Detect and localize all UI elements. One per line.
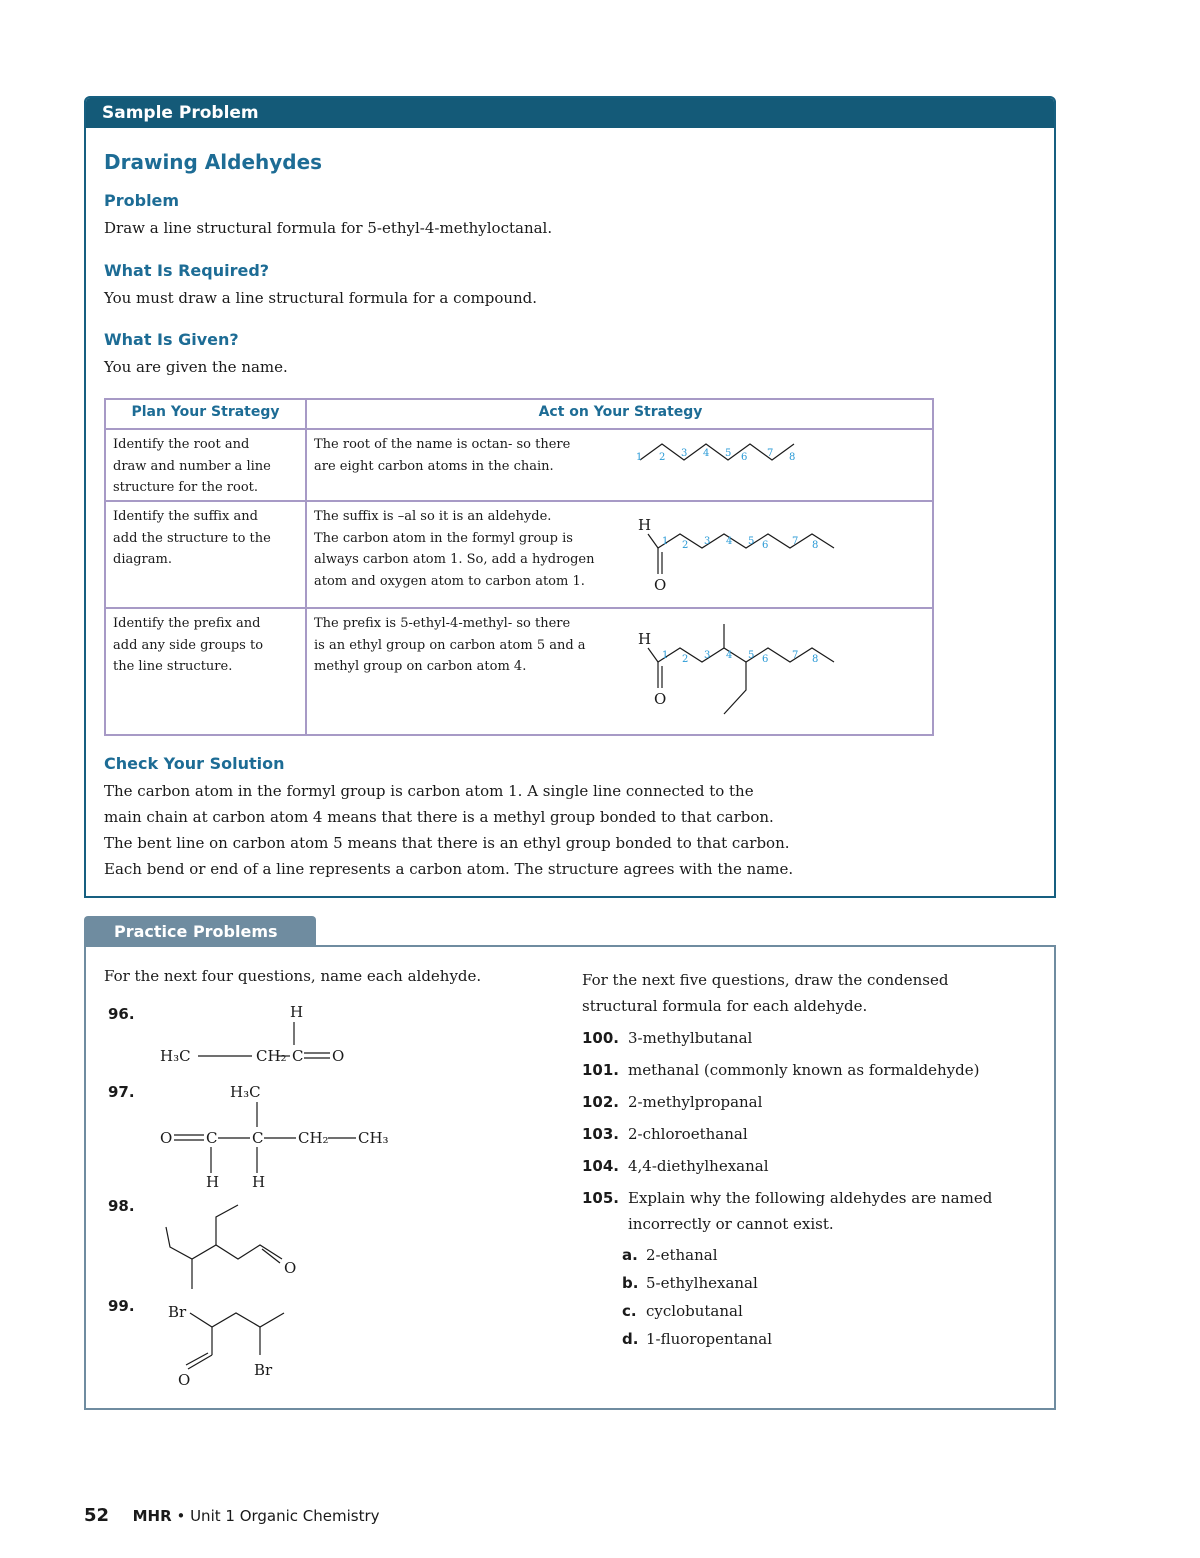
problem-text: Draw a line structural formula for 5-ethyl-4-methyloctanal. (104, 219, 553, 237)
svg-text:6: 6 (762, 654, 769, 665)
q101: 101. methanal (commonly known as formaldehyde) (582, 1061, 980, 1079)
svg-text:H: H (638, 516, 652, 534)
svg-text:6: 6 (741, 452, 748, 463)
plan-cell-1: Identify the root and draw and number a line structure for the root. (113, 437, 271, 495)
unit-label: Unit 1 Organic Chemistry (190, 1507, 380, 1525)
svg-text:2: 2 (659, 452, 666, 463)
root-chain-diagram (626, 438, 806, 468)
svg-text:5: 5 (748, 650, 755, 661)
act-cell-2: The suffix is –al so it is an aldehyde. The carbon atom in the formyl group is always carbon atom 1. So, add a hydrogen atom and oxygen atom to carbon atom 1. (314, 509, 595, 589)
svg-text:H: H (252, 1173, 266, 1191)
svg-text:O: O (178, 1371, 191, 1389)
q105-c: c. cyclobutanal (622, 1302, 743, 1320)
svg-text:Br: Br (168, 1303, 187, 1321)
q104: 104. 4,4-diethylhexanal (582, 1157, 769, 1175)
svg-text:C: C (252, 1129, 264, 1147)
svg-text:5: 5 (748, 536, 755, 547)
page-number: 52 (84, 1505, 110, 1526)
practice-problems-box (84, 945, 1056, 1410)
svg-text:7: 7 (767, 448, 774, 459)
strategy-table (104, 398, 934, 736)
right-intro: For the next five questions, draw the condensed structural formula for each aldehyde. (582, 971, 949, 1015)
svg-text:8: 8 (789, 452, 796, 463)
svg-text:4: 4 (726, 650, 733, 661)
svg-text:4: 4 (703, 448, 710, 459)
svg-text:O: O (284, 1259, 297, 1277)
q96-number: 96. (108, 1005, 135, 1023)
svg-text:CH₂: CH₂ (256, 1047, 287, 1065)
check-text: The carbon atom in the formyl group is carbon atom 1. A single line connected to the main chain at carbon atom 4 means that there is a methyl group bonded to that carbon. The bent line on carbon atom 5 means that there is an ethyl group bonded to that carbon. Each bend or end of a line represents a carbon atom. The structure agrees with the name. (104, 782, 794, 878)
sample-title: Drawing Aldehydes (104, 150, 323, 174)
given-heading: What Is Given? (104, 330, 239, 349)
q105-b: b. 5-ethylhexanal (622, 1274, 758, 1292)
svg-text:H: H (206, 1173, 220, 1191)
svg-text:H₃C: H₃C (230, 1083, 261, 1101)
plan-cell-2: Identify the suffix and add the structure to the diagram. (113, 509, 271, 567)
svg-text:7: 7 (792, 536, 799, 547)
q99-structure (156, 1297, 336, 1397)
svg-text:8: 8 (812, 654, 819, 665)
q102: 102. 2-methylpropanal (582, 1093, 763, 1111)
q97-number: 97. (108, 1083, 135, 1101)
svg-text:2: 2 (682, 540, 689, 551)
svg-text:8: 8 (812, 540, 819, 551)
required-heading: What Is Required? (104, 261, 270, 280)
svg-text:O: O (160, 1129, 173, 1147)
svg-text:2: 2 (682, 654, 689, 665)
svg-text:C: C (206, 1129, 218, 1147)
check-heading: Check Your Solution (104, 754, 285, 773)
practice-problems-tab: Practice Problems (84, 916, 316, 946)
svg-text:5: 5 (725, 448, 732, 459)
svg-text:O: O (654, 576, 667, 594)
svg-text:O: O (654, 690, 667, 708)
aldehyde-chain-diagram (628, 512, 838, 594)
q105-a: a. 2-ethanal (622, 1246, 718, 1264)
left-intro: For the next four questions, name each aldehyde. (104, 967, 482, 985)
svg-text:O: O (332, 1047, 345, 1065)
svg-text:C: C (292, 1047, 304, 1065)
footer-separator: • (176, 1507, 186, 1525)
sample-problem-box (84, 96, 1056, 898)
q103: 103. 2-chloroethanal (582, 1125, 748, 1143)
plan-cell-3: Identify the prefix and add any side groups to the line structure. (113, 616, 264, 674)
final-structure-diagram (628, 618, 838, 728)
table-header-act: Act on Your Strategy (538, 404, 703, 420)
problem-heading: Problem (104, 191, 180, 210)
page-footer (84, 1505, 380, 1526)
svg-text:Br: Br (254, 1361, 273, 1379)
required-text: You must draw a line structural formula for a compound. (104, 289, 538, 307)
q105: 105. Explain why the following aldehydes are named incorrectly or cannot exist. (582, 1189, 993, 1233)
sample-problem-header: Sample Problem (86, 98, 1054, 128)
svg-text:1: 1 (662, 650, 669, 661)
q105-d: d. 1-fluoropentanal (622, 1330, 773, 1348)
act-cell-1: The root of the name is octan- so there are eight carbon atoms in the chain. (314, 437, 571, 474)
svg-text:CH₂: CH₂ (298, 1129, 329, 1147)
svg-text:1: 1 (662, 536, 669, 547)
svg-text:3: 3 (681, 448, 688, 459)
q100: 100. 3-methylbutanal (582, 1029, 753, 1047)
svg-text:4: 4 (726, 536, 733, 547)
svg-text:H₃C: H₃C (160, 1047, 191, 1065)
q96-structure (156, 997, 386, 1077)
q98-structure (156, 1197, 336, 1297)
svg-text:3: 3 (704, 650, 711, 661)
table-header-plan: Plan Your Strategy (131, 404, 280, 420)
svg-text:H: H (638, 630, 652, 648)
svg-text:1: 1 (636, 452, 643, 463)
q99-number: 99. (108, 1297, 135, 1315)
q98-number: 98. (108, 1197, 135, 1215)
act-cell-3: The prefix is 5-ethyl-4-methyl- so there is an ethyl group on carbon atom 5 and a methyl group on carbon atom 4. (314, 616, 586, 674)
svg-text:H: H (290, 1003, 304, 1021)
publisher: MHR (132, 1507, 172, 1525)
svg-text:3: 3 (704, 536, 711, 547)
given-text: You are given the name. (104, 358, 288, 376)
svg-text:7: 7 (792, 650, 799, 661)
q97-structure (156, 1075, 416, 1195)
svg-text:CH₃: CH₃ (358, 1129, 389, 1147)
svg-text:6: 6 (762, 540, 769, 551)
